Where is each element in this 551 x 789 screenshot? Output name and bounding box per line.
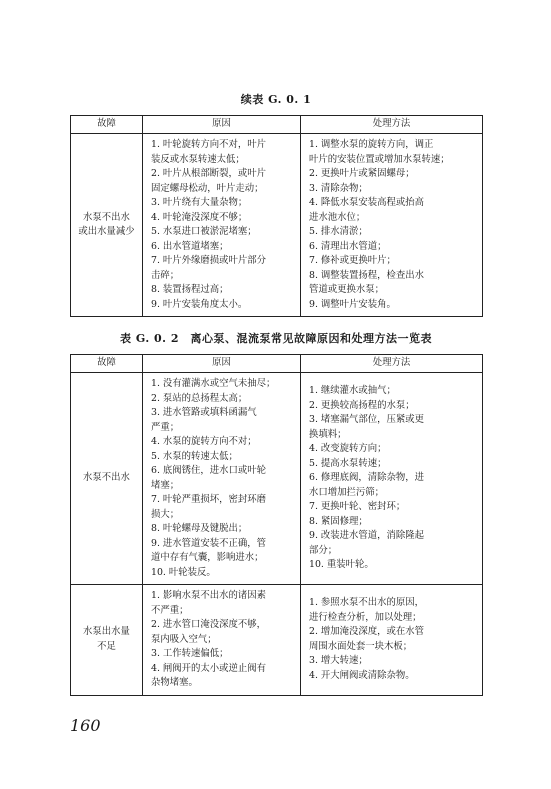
table1 <box>70 115 483 317</box>
text-line: 道中存有气囊，影响进水； <box>151 552 264 563</box>
cause-cell <box>143 373 301 585</box>
text-line: 2. 增加淹没深度，或在水管 <box>309 626 425 638</box>
fault-cell <box>71 585 143 696</box>
text-line: 杂物堵塞。 <box>151 677 198 688</box>
text-line: 4. 闸阀开的太小或逆止阀有 <box>151 662 267 674</box>
text-line: 损大； <box>151 508 180 520</box>
text-line: 6. 清理出水管道； <box>309 240 387 252</box>
text-line: 水泵不出水 <box>83 211 130 223</box>
text-line: 水泵出水量 <box>83 626 130 638</box>
text-line: 9. 改装进水管道，消除隆起 <box>309 530 425 542</box>
text-line: 7. 叶轮严重损坏，密封环磨 <box>151 494 267 505</box>
text-line: 7. 修补或更换叶片； <box>309 255 396 266</box>
text-line: 8. 紧固修理； <box>309 515 368 527</box>
header-remedy: 处理方法 <box>301 355 483 373</box>
text-line: 8. 叶轮螺母及键脱出； <box>151 523 248 534</box>
text-line: 严重； <box>151 421 180 433</box>
text-line: 4. 改变旋转方向； <box>309 443 387 455</box>
text-line: 不严重； <box>151 604 189 616</box>
text-line: 1. 叶轮旋转方向不对，叶片 <box>151 139 267 150</box>
text-line: 部分； <box>309 544 338 556</box>
text-line: 10. 叶轮装反。 <box>151 566 216 578</box>
text-line: 8. 调整装置扬程，检查出水 <box>309 269 425 281</box>
table2-body <box>71 373 483 696</box>
text-line: 5. 水泵进口被淤泥堵塞； <box>151 226 257 237</box>
table2-header-row <box>71 355 483 373</box>
text-line: 装反或水泵转速太低； <box>151 153 245 165</box>
text-line: 5. 提高水泵转速； <box>309 457 387 469</box>
text-line: 3. 清除杂物； <box>309 182 368 194</box>
text-line: 3. 工作转速偏低； <box>151 648 229 659</box>
header-remedy: 处理方法 <box>301 116 483 134</box>
cause-cell <box>143 585 301 696</box>
text-line: 9. 进水管道安装不正确，管 <box>151 537 267 549</box>
table1-title: 续表 G. 0. 1 <box>240 93 312 106</box>
text-line: 2. 叶片从根部断裂，或叶片 <box>151 168 267 179</box>
fault-cell <box>71 134 143 317</box>
text-line: 4. 水泵的旋转方向不对； <box>151 436 257 447</box>
text-line: 5. 水泵的转速太低； <box>151 450 238 462</box>
text-line: 6. 底阀锈住，进水口或叶轮 <box>151 465 267 476</box>
text-line: 6. 出水管道堵塞； <box>151 240 229 252</box>
text-line: 2. 泵站的总扬程太高； <box>151 392 248 404</box>
table-row <box>71 134 483 317</box>
cause-cell <box>143 134 301 317</box>
text-line: 进行检查分析，加以处理； <box>309 611 422 623</box>
text-line: 5. 排水清淤； <box>309 226 368 237</box>
header-fault: 故障 <box>71 116 143 134</box>
text-line: 1. 参照水泵不出水的原因， <box>309 597 425 609</box>
text-line: 击碎； <box>151 269 180 281</box>
text-line: 4. 叶轮淹没深度不够； <box>151 211 248 223</box>
text-line: 泵内吸入空气； <box>151 633 217 645</box>
text-line: 或出水量减少 <box>78 226 135 237</box>
text-line: 1. 没有灌满水或空气未抽尽； <box>151 378 276 389</box>
text-line: 8. 装置扬程过高； <box>151 284 229 295</box>
text-line: 叶片的安装位置或增加水泵转速； <box>309 153 450 165</box>
text-line: 3. 叶片绕有大量杂物； <box>151 197 248 208</box>
text-line: 1. 继续灌水或抽气； <box>309 385 396 397</box>
text-line: 周围水面处套一块木板； <box>309 640 413 652</box>
text-line: 4. 开大闸阀或清除杂物。 <box>309 669 415 681</box>
remedy-cell <box>301 373 483 585</box>
header-fault: 故障 <box>71 355 143 373</box>
text-line: 换填料； <box>309 428 347 440</box>
text-line: 水泵不出水 <box>83 472 130 484</box>
text-line: 1. 影响水泵不出水的诸因素 <box>151 590 267 601</box>
text-line: 管道或更换水泵； <box>309 284 385 295</box>
text-line: 1. 调整水泵的旋转方向，调正 <box>309 139 434 150</box>
text-line: 10. 重装叶轮。 <box>309 559 374 571</box>
table2-title: 表 G. 0. 2 离心泵、混流泵常见故障原因和处理方法一览表 <box>120 332 432 345</box>
table1-header-row <box>71 116 483 134</box>
text-line: 不足 <box>97 640 116 652</box>
text-line: 3. 增大转速； <box>309 655 368 667</box>
text-line: 进水池水位； <box>309 211 366 223</box>
text-line: 3. 进水管路或填料函漏气 <box>151 407 257 418</box>
remedy-cell <box>301 585 483 696</box>
text-line: 6. 修理底阀，清除杂物，进 <box>309 472 425 484</box>
table2 <box>70 354 483 696</box>
text-line: 7. 叶片外缘磨损或叶片部分 <box>151 255 267 266</box>
table1-body <box>71 134 483 317</box>
header-cause: 原因 <box>143 355 301 373</box>
remedy-cell <box>301 134 483 317</box>
text-line: 4. 降低水泵安装高程或抬高 <box>309 197 425 208</box>
text-line: 9. 叶片安装角度太小。 <box>151 298 248 310</box>
table-row <box>71 585 483 696</box>
page-number: 160 <box>70 716 101 735</box>
text-line: 水口增加拦污筛； <box>309 486 385 498</box>
text-line: 7. 更换叶轮、密封环； <box>309 501 406 513</box>
text-line: 固定螺母松动，叶片走动； <box>151 182 264 194</box>
page-content <box>70 92 482 696</box>
text-line: 9. 调整叶片安装角。 <box>309 298 396 310</box>
header-cause: 原因 <box>143 116 301 134</box>
table-row <box>71 373 483 585</box>
text-line: 2. 更换叶片或紧固螺母； <box>309 168 415 179</box>
text-line: 3. 堵塞漏气部位，压紧或更 <box>309 414 425 426</box>
text-line: 堵塞； <box>151 479 180 491</box>
fault-cell <box>71 373 143 585</box>
text-line: 2. 更换较高扬程的水泵； <box>309 399 415 411</box>
text-line: 2. 进水管口淹没深度不够， <box>151 619 267 630</box>
